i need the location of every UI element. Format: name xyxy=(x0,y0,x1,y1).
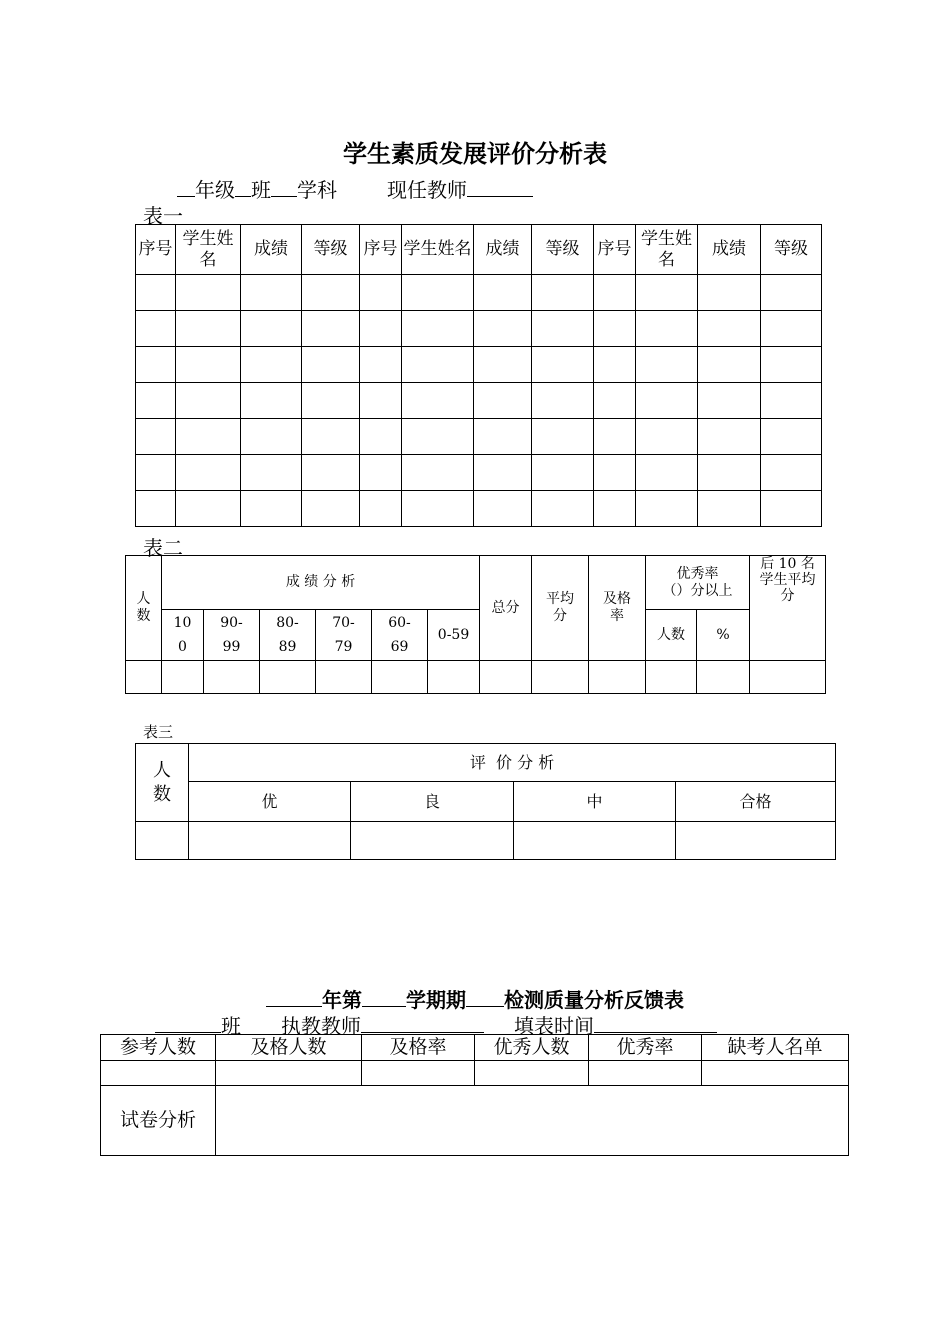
teacher-label: 执教教师 xyxy=(281,1014,361,1038)
table-cell[interactable] xyxy=(761,383,822,419)
table-cell[interactable] xyxy=(360,311,402,347)
table3-label: 表三 xyxy=(143,723,174,741)
table-cell[interactable] xyxy=(136,383,176,419)
table-cell[interactable] xyxy=(402,275,474,311)
teacher-label: 现任教师 xyxy=(387,178,467,202)
table-cell[interactable] xyxy=(302,455,360,491)
table-cell[interactable] xyxy=(402,419,474,455)
table-cell[interactable] xyxy=(761,491,822,527)
table-row xyxy=(136,383,822,419)
table-cell[interactable] xyxy=(532,455,594,491)
table-cell[interactable] xyxy=(260,661,316,694)
feedback-title-year: 年第 xyxy=(322,988,362,1012)
feedback-title-rest: 检测质量分析反馈表 xyxy=(504,988,684,1012)
score-analysis-header: 成 绩 分 析 xyxy=(162,556,480,610)
table-cell[interactable] xyxy=(189,822,351,860)
table-cell[interactable] xyxy=(101,1061,216,1086)
table1 xyxy=(135,224,822,527)
table-cell[interactable] xyxy=(402,383,474,419)
table-cell[interactable] xyxy=(761,347,822,383)
header-cell: 缺考人名单 xyxy=(702,1035,849,1061)
table-cell[interactable] xyxy=(474,491,532,527)
grade-label: 年级 xyxy=(195,178,235,202)
table-cell[interactable] xyxy=(204,661,260,694)
table-cell[interactable] xyxy=(646,661,697,694)
feedback-table xyxy=(100,1034,849,1156)
table-cell[interactable] xyxy=(302,311,360,347)
table-cell[interactable] xyxy=(176,455,241,491)
header-cell: 及格率 xyxy=(362,1035,475,1061)
table-cell[interactable] xyxy=(302,347,360,383)
table-row xyxy=(136,347,822,383)
header-cell: 学生姓名 xyxy=(636,225,698,275)
table-row xyxy=(136,491,822,527)
table-cell[interactable] xyxy=(176,311,241,347)
paper-analysis-field[interactable] xyxy=(216,1086,849,1156)
table-cell[interactable] xyxy=(136,491,176,527)
header-cell: 序号 xyxy=(136,225,176,275)
table-cell[interactable] xyxy=(136,455,176,491)
table-cell[interactable] xyxy=(698,455,761,491)
table-cell[interactable] xyxy=(698,419,761,455)
table-cell[interactable] xyxy=(761,275,822,311)
table3-data-row xyxy=(136,822,836,860)
table-cell[interactable] xyxy=(241,455,302,491)
table-cell[interactable] xyxy=(351,822,514,860)
subject-blank[interactable] xyxy=(271,178,297,197)
table-cell[interactable] xyxy=(474,347,532,383)
table-cell[interactable] xyxy=(636,491,698,527)
header-cell: 成绩 xyxy=(474,225,532,275)
table3 xyxy=(135,743,836,860)
bottom10-header: 后 10 名学生平均分 xyxy=(750,556,826,661)
table-cell[interactable] xyxy=(402,491,474,527)
table-cell[interactable] xyxy=(594,455,636,491)
header-cell: 序号 xyxy=(594,225,636,275)
header-cell: 学生姓名 xyxy=(176,225,241,275)
header-cell: 优秀率 xyxy=(589,1035,702,1061)
fill-time-label: 填表时间 xyxy=(514,1014,594,1038)
table-cell[interactable] xyxy=(761,311,822,347)
header-cell: 及格人数 xyxy=(216,1035,362,1061)
table1-label: 表一 xyxy=(143,204,183,228)
excellent-rate-sub: （）分以上 xyxy=(662,582,733,599)
table-cell[interactable] xyxy=(302,491,360,527)
evaluation-header: 评 价 分 析 xyxy=(189,744,836,782)
table-cell[interactable] xyxy=(475,1061,589,1086)
average-header: 平均分 xyxy=(532,556,589,661)
table2 xyxy=(125,555,826,694)
table-cell[interactable] xyxy=(702,1061,849,1086)
table-cell[interactable] xyxy=(636,419,698,455)
table-cell[interactable] xyxy=(360,455,402,491)
table-row xyxy=(136,275,822,311)
table-cell[interactable] xyxy=(636,311,698,347)
excellent-rate-label: 优秀率 xyxy=(676,565,719,582)
range-cell: 0-59 xyxy=(428,610,480,661)
teacher-blank[interactable] xyxy=(467,178,533,197)
table-cell[interactable] xyxy=(594,275,636,311)
table-cell[interactable] xyxy=(474,311,532,347)
class-blank[interactable] xyxy=(235,178,251,197)
table-cell[interactable] xyxy=(241,311,302,347)
header-cell: 等级 xyxy=(761,225,822,275)
paper-analysis-label: 试卷分析 xyxy=(101,1086,216,1156)
header-cell: 学生姓名 xyxy=(402,225,474,275)
table-cell[interactable] xyxy=(241,419,302,455)
table-cell[interactable] xyxy=(136,822,189,860)
table-cell[interactable] xyxy=(316,661,372,694)
table-row xyxy=(136,455,822,491)
subject-label: 学科 xyxy=(297,178,337,202)
table-cell[interactable] xyxy=(532,311,594,347)
table-row xyxy=(136,311,822,347)
table-cell[interactable] xyxy=(302,275,360,311)
table-cell[interactable] xyxy=(474,455,532,491)
table-cell[interactable] xyxy=(594,419,636,455)
table-cell[interactable] xyxy=(532,491,594,527)
header-cell: 序号 xyxy=(360,225,402,275)
feedback-title xyxy=(0,984,950,1013)
table-cell[interactable] xyxy=(594,383,636,419)
table-cell[interactable] xyxy=(514,822,676,860)
table-cell[interactable] xyxy=(532,383,594,419)
table-cell[interactable] xyxy=(474,275,532,311)
table-cell[interactable] xyxy=(474,419,532,455)
header-cell: 等级 xyxy=(532,225,594,275)
table-row xyxy=(136,419,822,455)
table-cell[interactable] xyxy=(402,455,474,491)
table-cell[interactable] xyxy=(636,275,698,311)
table-cell[interactable] xyxy=(750,661,826,694)
table-cell[interactable] xyxy=(698,491,761,527)
table-cell[interactable] xyxy=(176,419,241,455)
range-cell: 70-79 xyxy=(316,610,372,661)
table-cell[interactable] xyxy=(302,383,360,419)
table-cell[interactable] xyxy=(594,311,636,347)
table-cell[interactable] xyxy=(241,275,302,311)
feedback-data-row xyxy=(101,1061,849,1086)
table-cell[interactable] xyxy=(402,347,474,383)
table-cell[interactable] xyxy=(176,275,241,311)
header-cell: 成绩 xyxy=(698,225,761,275)
level-medium: 中 xyxy=(514,782,676,822)
pass-rate-header: 及格率 xyxy=(589,556,646,661)
range-cell: 100 xyxy=(162,610,204,661)
table-cell[interactable] xyxy=(532,347,594,383)
table-cell[interactable] xyxy=(302,419,360,455)
table-cell[interactable] xyxy=(761,419,822,455)
table-cell[interactable] xyxy=(176,383,241,419)
table-cell[interactable] xyxy=(136,347,176,383)
table-cell[interactable] xyxy=(372,661,428,694)
table2-data-row xyxy=(126,661,826,694)
level-excellent: 优 xyxy=(189,782,351,822)
feedback-title-term: 学期期 xyxy=(406,988,466,1012)
level-pass: 合格 xyxy=(676,782,836,822)
table-cell[interactable] xyxy=(136,311,176,347)
table2-label: 表二 xyxy=(143,536,183,560)
range-cell: 80-89 xyxy=(260,610,316,661)
table-cell[interactable] xyxy=(594,347,636,383)
subtitle-line xyxy=(177,174,533,203)
page-title: 学生素质发展评价分析表 xyxy=(343,140,607,168)
term-blank[interactable] xyxy=(362,988,406,1007)
table-cell[interactable] xyxy=(136,419,176,455)
range-cell: 90-99 xyxy=(204,610,260,661)
table-cell[interactable] xyxy=(136,275,176,311)
table-cell[interactable] xyxy=(360,347,402,383)
table-cell[interactable] xyxy=(360,383,402,419)
table-cell[interactable] xyxy=(241,383,302,419)
table-cell[interactable] xyxy=(594,491,636,527)
table-cell[interactable] xyxy=(761,455,822,491)
table-cell[interactable] xyxy=(697,661,750,694)
table-cell[interactable] xyxy=(176,491,241,527)
table-cell[interactable] xyxy=(360,419,402,455)
table-cell[interactable] xyxy=(698,311,761,347)
table-cell[interactable] xyxy=(698,347,761,383)
year-blank[interactable] xyxy=(266,988,322,1007)
grade-blank[interactable] xyxy=(177,178,195,197)
table-cell[interactable] xyxy=(362,1061,475,1086)
table1-body xyxy=(136,275,822,527)
table-cell[interactable] xyxy=(698,383,761,419)
fill-time-blank[interactable] xyxy=(594,1014,717,1033)
excellent-percent-header: % xyxy=(697,610,750,661)
table-cell[interactable] xyxy=(636,347,698,383)
table-cell[interactable] xyxy=(241,491,302,527)
class-blank[interactable] xyxy=(155,1014,221,1033)
table-cell[interactable] xyxy=(428,661,480,694)
table-cell[interactable] xyxy=(176,347,241,383)
header-cell: 成绩 xyxy=(241,225,302,275)
people-count-header: 人数 xyxy=(126,556,162,661)
total-header: 总分 xyxy=(480,556,532,661)
table-cell[interactable] xyxy=(402,311,474,347)
table-cell[interactable] xyxy=(360,275,402,311)
level-good: 良 xyxy=(351,782,514,822)
teacher-blank[interactable] xyxy=(361,1014,484,1033)
header-cell: 优秀人数 xyxy=(475,1035,589,1061)
excellent-people-header: 人数 xyxy=(646,610,697,661)
table-cell[interactable] xyxy=(216,1061,362,1086)
table-cell[interactable] xyxy=(480,661,532,694)
table-cell[interactable] xyxy=(474,383,532,419)
class-label: 班 xyxy=(221,1014,241,1038)
table-cell[interactable] xyxy=(676,822,836,860)
table-cell[interactable] xyxy=(636,383,698,419)
table-cell[interactable] xyxy=(126,661,162,694)
table-cell[interactable] xyxy=(698,275,761,311)
table-cell[interactable] xyxy=(636,455,698,491)
table-cell[interactable] xyxy=(360,491,402,527)
exam-blank[interactable] xyxy=(466,988,504,1007)
people-count-header: 人数 xyxy=(136,744,189,822)
table-cell[interactable] xyxy=(589,661,646,694)
header-cell: 等级 xyxy=(302,225,360,275)
class-label: 班 xyxy=(251,178,271,202)
table-cell[interactable] xyxy=(589,1061,702,1086)
table-cell[interactable] xyxy=(241,347,302,383)
range-cell: 60-69 xyxy=(372,610,428,661)
table-cell[interactable] xyxy=(532,661,589,694)
table-cell[interactable] xyxy=(532,275,594,311)
excellent-rate-header xyxy=(646,556,750,610)
header-cell: 参考人数 xyxy=(101,1035,216,1061)
table-cell[interactable] xyxy=(162,661,204,694)
table-cell[interactable] xyxy=(532,419,594,455)
